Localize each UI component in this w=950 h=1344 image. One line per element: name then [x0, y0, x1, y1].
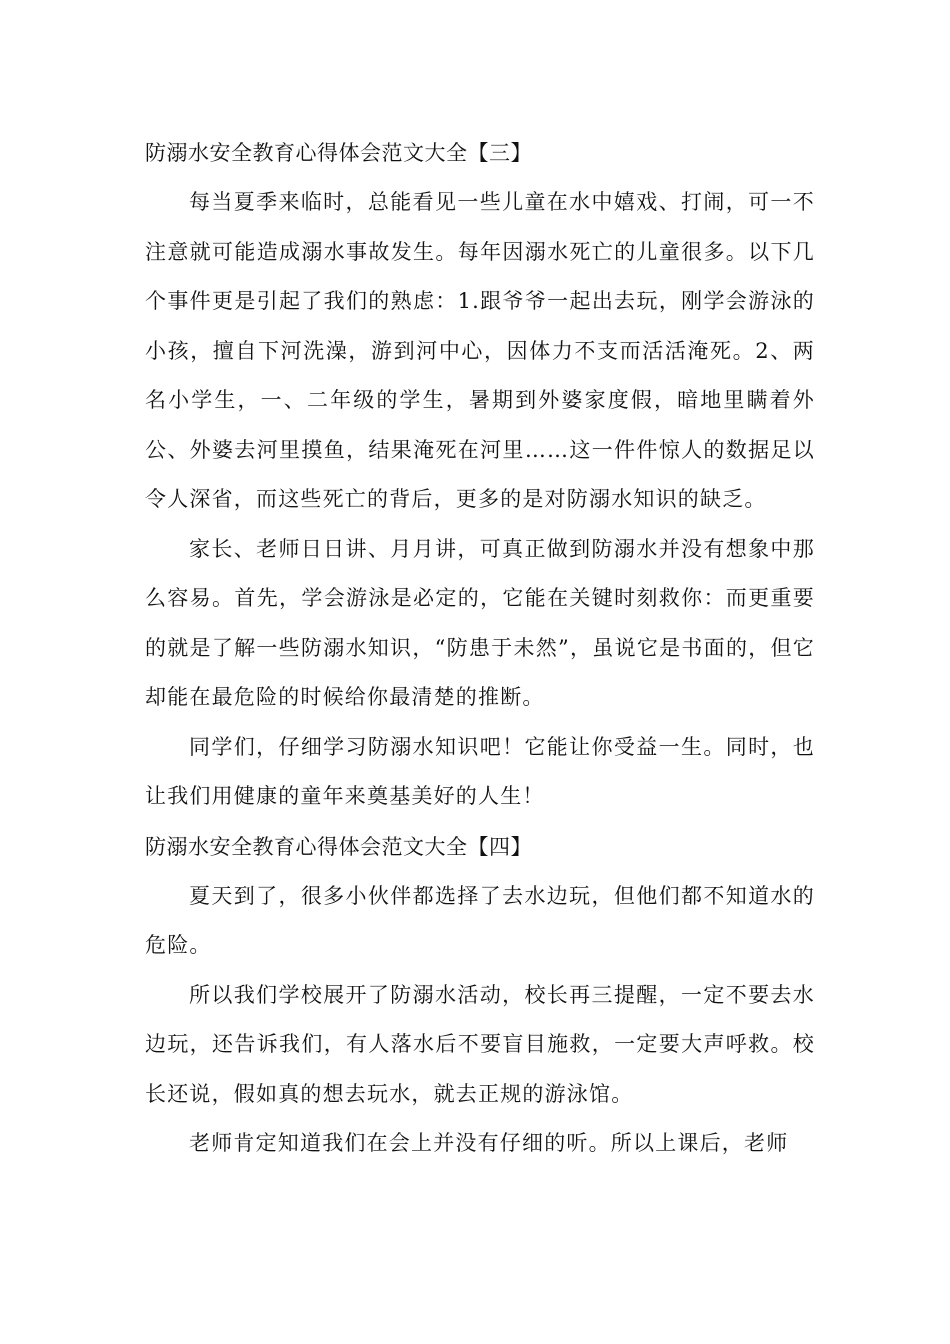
paragraph: 所以我们学校展开了防溺水活动，校长再三提醒，一定不要去水边玩，还告诉我们，有人落水后不要盲目施救，一定要大声呼救。校长还说，假如真的想去玩水，就去正规的游泳馆。 — [145, 982, 815, 1106]
paragraph: 老师肯定知道我们在会上并没有仔细的听。所以上课后，老师 — [189, 1131, 789, 1155]
paragraph: 夏天到了，很多小伙伴都选择了去水边玩，但他们都不知道水的危险。 — [145, 883, 815, 957]
section-heading-3: 防溺水安全教育心得体会范文大全【三】 — [145, 141, 532, 165]
paragraph: 每当夏季来临时，总能看见一些儿童在水中嬉戏、打闹，可一不注意就可能造成溺水事故发生。每年因溺水死亡的儿童很多。以下几个事件更是引起了我们的熟虑：1.跟爷爷一起出去玩，刚学会游泳的小孩，擅自下河洗澡，游到河中心，因体力不支而活活淹死。2、两名小学生，一、二年级的学生，暑期到外婆家度假，暗地里瞒着外公、外婆去河里摸鱼，结果淹死在河里……这一件件惊人的数据足以令人深省，而这些死亡的背后，更多的是对防溺水知识的缺乏。 — [145, 190, 815, 511]
section-heading-4: 防溺水安全教育心得体会范文大全【四】 — [145, 834, 532, 859]
paragraph: 同学们，仔细学习防溺水知识吧！它能让你受益一生。同时，也让我们用健康的童年来奠基美好的人生！ — [145, 734, 815, 808]
document-body — [145, 128, 815, 1169]
paragraph: 家长、老师日日讲、月月讲，可真正做到防溺水并没有想象中那么容易。首先，学会游泳是必定的，它能在关键时刻救你：而更重要的就是了解一些防溺水知识，“防患于未然”，虽说它是书面的，但它却能在最危险的时候给你最清楚的推断。 — [145, 536, 815, 709]
